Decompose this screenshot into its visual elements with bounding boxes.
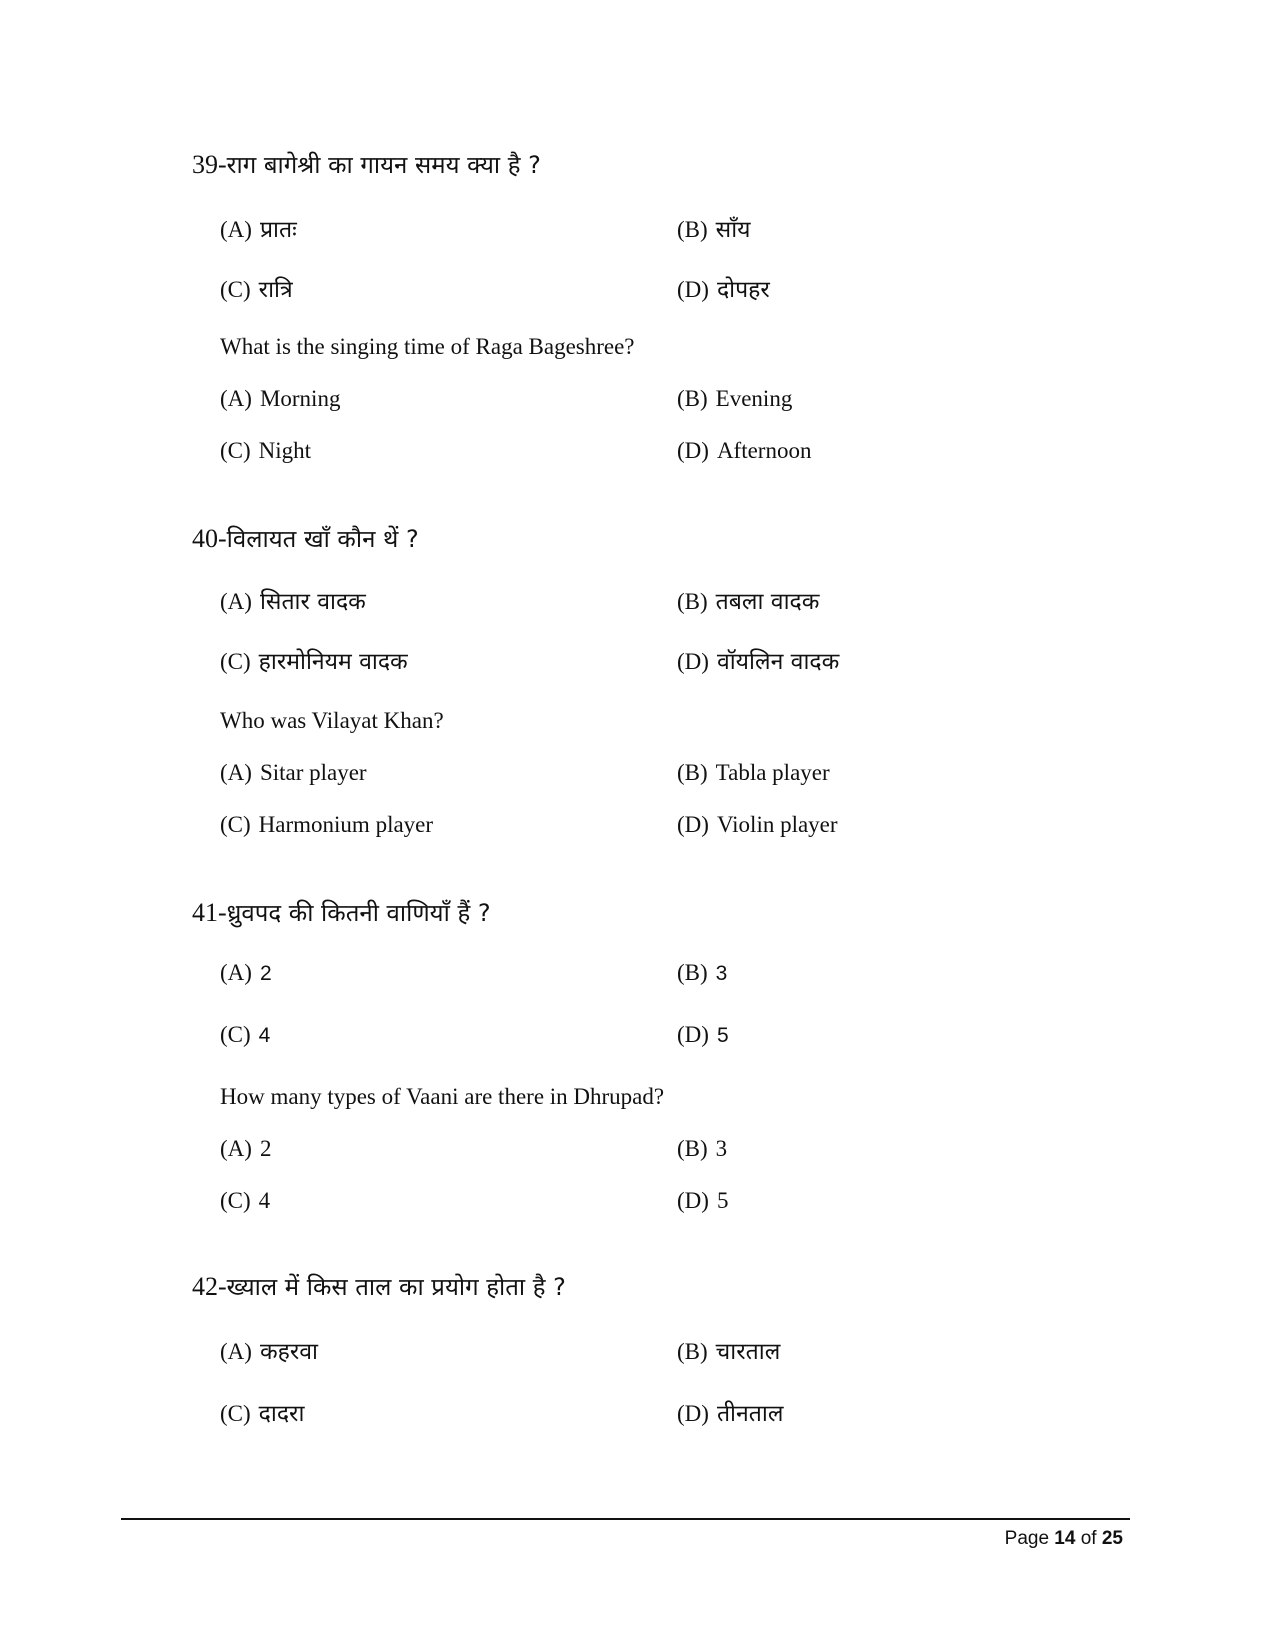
question-text: ख्याल में किस ताल का प्रयोग होता है ?: [226, 1273, 566, 1301]
option-text: दादरा: [258, 1401, 305, 1427]
option-d: [677, 1022, 729, 1048]
question-39-english: What is the singing time of Raga Bageshree?: [220, 334, 635, 359]
option-text: तीनताल: [716, 1401, 784, 1427]
option-c: [220, 644, 408, 676]
option-text: Sitar player: [259, 760, 367, 785]
option-c: [220, 1188, 270, 1214]
option-label: (D): [677, 1401, 709, 1426]
option-label: (D): [677, 1022, 709, 1047]
question-text: राग बागेश्री का गायन समय क्या है ?: [226, 151, 541, 179]
option-label: (C): [220, 1022, 251, 1047]
question-text: ध्रुवपद की कितनी वाणियाँ हैं ?: [226, 899, 491, 927]
question-number: 39-: [192, 150, 227, 179]
option-text: Night: [258, 438, 312, 463]
option-label: (C): [220, 1401, 251, 1426]
option-label: (A): [220, 960, 252, 985]
option-text: सितार वादक: [259, 589, 366, 615]
option-text: प्रातः: [259, 217, 297, 243]
option-label: (A): [220, 217, 252, 242]
option-text: 4: [258, 1188, 271, 1213]
option-b: [677, 212, 751, 244]
question-40-english: Who was Vilayat Khan?: [220, 708, 444, 733]
option-label: (B): [677, 760, 708, 785]
option-text: रात्रि: [258, 277, 293, 303]
option-a: [220, 960, 272, 986]
option-text: कहरवा: [259, 1339, 318, 1365]
option-b: [677, 386, 792, 412]
option-d: [677, 644, 839, 676]
option-text: चारताल: [715, 1339, 781, 1365]
option-c: [220, 1396, 304, 1428]
option-label: (B): [677, 1339, 708, 1364]
of-word: of: [1080, 1528, 1097, 1549]
page-word: Page: [1004, 1528, 1050, 1549]
option-label: (A): [220, 589, 252, 614]
option-text: तबला वादक: [715, 589, 820, 615]
option-label: (B): [677, 217, 708, 242]
option-c: [220, 272, 293, 304]
option-label: (D): [677, 649, 709, 674]
question-40-hindi: [192, 522, 419, 555]
option-a: [220, 760, 367, 786]
option-label: (D): [677, 1188, 709, 1213]
option-text: Morning: [259, 386, 341, 411]
option-text: 2: [259, 1136, 272, 1161]
option-d: [677, 1188, 728, 1214]
option-a: [220, 1136, 271, 1162]
option-a: [220, 1334, 318, 1366]
option-text: साँय: [715, 217, 751, 243]
option-label: (B): [677, 386, 708, 411]
option-text: Harmonium player: [258, 812, 434, 837]
option-text: हारमोनियम वादक: [258, 649, 408, 675]
option-label: (B): [677, 1136, 708, 1161]
option-label: (A): [220, 760, 252, 785]
option-label: (C): [220, 438, 251, 463]
total-pages: 25: [1101, 1528, 1123, 1549]
question-41-hindi: [192, 896, 491, 929]
option-text: वॉयलिन वादक: [716, 649, 840, 675]
option-d: [677, 438, 811, 464]
option-a: [220, 212, 297, 244]
option-text: Evening: [715, 386, 793, 411]
option-text: 4: [258, 1024, 271, 1047]
option-label: (B): [677, 589, 708, 614]
option-label: (C): [220, 1188, 251, 1213]
option-label: (D): [677, 812, 709, 837]
option-text: 5: [716, 1188, 729, 1213]
question-number: 42-: [192, 1272, 227, 1301]
option-b: [677, 1334, 780, 1366]
question-39-hindi: [192, 148, 541, 181]
option-label: (A): [220, 1136, 252, 1161]
option-label: (B): [677, 960, 708, 985]
option-text: Afternoon: [716, 438, 812, 463]
option-d: [677, 272, 770, 304]
option-text: Violin player: [716, 812, 838, 837]
option-b: [677, 960, 727, 986]
option-c: [220, 438, 311, 464]
option-a: [220, 584, 366, 616]
option-label: (C): [220, 277, 251, 302]
option-c: [220, 1022, 270, 1048]
option-label: (A): [220, 1339, 252, 1364]
question-41-english: How many types of Vaani are there in Dhrupad?: [220, 1084, 665, 1109]
option-label: (C): [220, 812, 251, 837]
question-number: 41-: [192, 898, 227, 927]
option-text: 3: [715, 1136, 728, 1161]
option-label: (D): [677, 277, 709, 302]
option-text: Tabla player: [715, 760, 830, 785]
option-label: (D): [677, 438, 709, 463]
option-a: [220, 386, 340, 412]
option-d: [677, 812, 838, 838]
question-text: विलायत खाँ कौन थें ?: [226, 525, 419, 553]
question-number: 40-: [192, 524, 227, 553]
question-42-hindi: [192, 1270, 566, 1303]
option-b: [677, 584, 819, 616]
option-text: 3: [715, 962, 728, 985]
option-text: 5: [716, 1024, 729, 1047]
option-label: (A): [220, 386, 252, 411]
option-b: [677, 1136, 727, 1162]
option-label: (C): [220, 649, 251, 674]
option-c: [220, 812, 433, 838]
footer-rule: [121, 1518, 1130, 1520]
current-page: 14: [1054, 1528, 1076, 1549]
page-footer: [1005, 1528, 1123, 1550]
option-text: दोपहर: [716, 277, 770, 303]
option-text: 2: [259, 962, 272, 985]
option-b: [677, 760, 830, 786]
option-d: [677, 1396, 783, 1428]
